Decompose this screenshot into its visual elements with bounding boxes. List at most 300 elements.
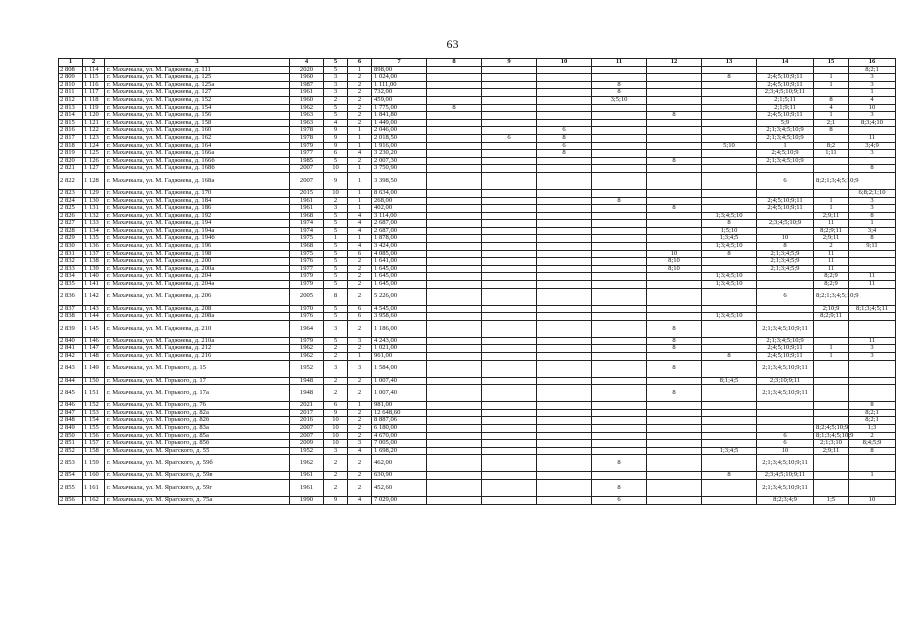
- table-cell: 8;10: [647, 265, 702, 273]
- table-cell: [592, 385, 647, 402]
- table-cell: 1 136: [83, 243, 105, 251]
- table-cell: 1 116: [83, 81, 105, 89]
- table-cell: [537, 424, 592, 432]
- table-cell: 2;10;9: [814, 305, 849, 313]
- table-cell: [647, 402, 702, 410]
- table-cell: 2: [348, 265, 372, 273]
- table-cell: [427, 455, 482, 472]
- table-cell: 2 833: [59, 265, 83, 273]
- table-cell: 1;5;10: [702, 227, 757, 235]
- table-cell: 1 153: [83, 409, 105, 417]
- table-cell: [592, 142, 647, 150]
- table-cell: 1: [348, 235, 372, 243]
- table-cell: [537, 353, 592, 361]
- table-cell: 8;2;1;3;4;5;10;9: [814, 288, 849, 305]
- table-cell: 3: [348, 360, 372, 377]
- table-cell: [702, 496, 757, 504]
- table-cell: [647, 417, 702, 425]
- table-cell: 1: [348, 205, 372, 213]
- table-cell: 1 152: [83, 402, 105, 410]
- table-cell: 1;3;4;5;10: [702, 273, 757, 281]
- table-cell: 1 878,00: [372, 235, 427, 243]
- table-cell: 2 829: [59, 235, 83, 243]
- table-cell: 1 146: [83, 337, 105, 345]
- table-cell: 268,00: [372, 197, 427, 205]
- table-cell: 2: [814, 243, 849, 251]
- table-cell: [592, 353, 647, 361]
- table-cell: 1;3;4;5;10: [702, 243, 757, 251]
- table-cell: 1 127: [83, 165, 105, 173]
- table-cell: [537, 288, 592, 305]
- table-cell: 2: [348, 432, 372, 440]
- table-cell: 1961: [290, 479, 324, 496]
- table-row: [59, 353, 896, 361]
- table-cell: [592, 227, 647, 235]
- table-cell: [537, 212, 592, 220]
- table-cell: 3 114,00: [372, 212, 427, 220]
- table-cell: 2;1;3;4;5;10;9;11: [757, 360, 814, 377]
- table-cell: 1975: [290, 250, 324, 258]
- table-cell: 2;4;5;10;9;11: [757, 345, 814, 353]
- table-cell: 8;2;4;5;10;9: [814, 424, 849, 432]
- table-cell: 1 123: [83, 134, 105, 142]
- table-cell: г. Махачкала, ул. М. Гаджиева, д. 210а: [105, 337, 290, 345]
- table-cell: 1961: [290, 472, 324, 480]
- table-cell: 8: [702, 250, 757, 258]
- table-cell: 6: [348, 313, 372, 321]
- table-cell: 2021: [290, 402, 324, 410]
- column-header: 1: [59, 59, 83, 67]
- table-cell: 8;2;3;4;9: [757, 496, 814, 504]
- table-cell: [592, 313, 647, 321]
- table-cell: [702, 96, 757, 104]
- table-cell: [647, 96, 702, 104]
- table-cell: [537, 377, 592, 385]
- table-cell: 8: [849, 212, 896, 220]
- table-cell: [592, 150, 647, 158]
- table-cell: г. Махачкала, ул. М. Ярагского, д. 59в: [105, 472, 290, 480]
- table-cell: 4 243,00: [372, 337, 427, 345]
- table-cell: [647, 66, 702, 74]
- table-cell: 2;1;3;4;5;10;9: [757, 157, 814, 165]
- table-cell: 9: [324, 134, 348, 142]
- table-cell: 11: [849, 134, 896, 142]
- table-cell: [702, 112, 757, 120]
- table-cell: [427, 288, 482, 305]
- table-cell: 2 812: [59, 96, 83, 104]
- column-header: 10: [537, 59, 592, 67]
- table-cell: 8: [814, 127, 849, 135]
- table-cell: 4 670,00: [372, 432, 427, 440]
- table-cell: 1 124: [83, 142, 105, 150]
- table-cell: 1948: [290, 377, 324, 385]
- table-cell: [482, 360, 537, 377]
- table-cell: [814, 189, 849, 197]
- table-cell: г. Махачкала, ул. М. Гаджиева, д. 208а: [105, 313, 290, 321]
- table-cell: [647, 189, 702, 197]
- table-cell: [647, 127, 702, 135]
- table-cell: [592, 243, 647, 251]
- table-cell: 2;4;5;10;9: [757, 150, 814, 158]
- table-cell: [427, 172, 482, 189]
- table-cell: 1 150: [83, 377, 105, 385]
- table-cell: 3: [849, 74, 896, 82]
- table-cell: [592, 127, 647, 135]
- table-cell: 6: [757, 288, 814, 305]
- table-cell: 8;2;9: [814, 281, 849, 289]
- table-cell: [482, 227, 537, 235]
- table-cell: 2 834: [59, 273, 83, 281]
- table-cell: 2;1;9;11: [757, 104, 814, 112]
- table-cell: 1961: [290, 89, 324, 97]
- table-row: [59, 313, 896, 321]
- table-cell: 2 841: [59, 345, 83, 353]
- table-cell: [427, 273, 482, 281]
- table-cell: г. Махачкала, ул. М. Гаджиева, д. 166а: [105, 150, 290, 158]
- table-cell: 2: [348, 424, 372, 432]
- table-cell: [592, 205, 647, 213]
- table-cell: [537, 496, 592, 504]
- table-cell: [427, 447, 482, 455]
- table-cell: 2 851: [59, 440, 83, 448]
- table-cell: 1962: [290, 455, 324, 472]
- table-cell: 5: [324, 250, 348, 258]
- table-cell: 11: [814, 220, 849, 228]
- table-cell: 981,00: [372, 402, 427, 410]
- table-cell: 8;2;1: [849, 66, 896, 74]
- table-cell: 1: [849, 220, 896, 228]
- table-cell: [427, 197, 482, 205]
- table-cell: 2 817: [59, 134, 83, 142]
- table-cell: 5: [324, 66, 348, 74]
- table-cell: 1977: [290, 150, 324, 158]
- table-cell: 2: [324, 479, 348, 496]
- table-cell: г. Махачкала, ул. М. Гаджиева, д. 204: [105, 273, 290, 281]
- table-cell: 1 139: [83, 265, 105, 273]
- table-cell: [427, 265, 482, 273]
- table-cell: 1960: [290, 96, 324, 104]
- table-cell: 5: [324, 157, 348, 165]
- table-cell: 2 824: [59, 197, 83, 205]
- table-cell: [592, 409, 647, 417]
- table-cell: [482, 377, 537, 385]
- table-cell: [592, 165, 647, 173]
- table-cell: 1 118: [83, 96, 105, 104]
- table-cell: 898,00: [372, 66, 427, 74]
- table-cell: 1;3;4;5: [702, 447, 757, 455]
- table-cell: 2007: [290, 165, 324, 173]
- table-cell: 1968: [290, 212, 324, 220]
- table-cell: [427, 81, 482, 89]
- table-cell: 8: [702, 74, 757, 82]
- table-cell: [427, 424, 482, 432]
- table-cell: 2: [324, 345, 348, 353]
- table-cell: [647, 479, 702, 496]
- table-cell: 2 837: [59, 305, 83, 313]
- table-cell: 3: [324, 360, 348, 377]
- table-cell: 3 424,00: [372, 243, 427, 251]
- table-cell: г. Махачкала, ул. М. Горького, д. 83а: [105, 424, 290, 432]
- table-cell: [592, 337, 647, 345]
- table-cell: 1 142: [83, 288, 105, 305]
- table-cell: 8: [647, 345, 702, 353]
- table-cell: 1 133: [83, 220, 105, 228]
- column-header: 9: [482, 59, 537, 67]
- table-cell: [592, 432, 647, 440]
- table-cell: 1960: [290, 74, 324, 82]
- table-cell: 1;3: [849, 424, 896, 432]
- table-cell: [647, 424, 702, 432]
- table-cell: 2 854: [59, 472, 83, 480]
- table-cell: 5: [324, 337, 348, 345]
- table-cell: 2;3;4;5;10;9;11: [757, 472, 814, 480]
- table-cell: 6: [757, 172, 814, 189]
- table-cell: 2;1;3;4;5;9: [757, 258, 814, 266]
- table-cell: [702, 119, 757, 127]
- table-cell: 1: [814, 112, 849, 120]
- table-cell: 2 811: [59, 89, 83, 97]
- table-cell: 1 135: [83, 235, 105, 243]
- table-cell: 3 230,20: [372, 150, 427, 158]
- table-cell: 1970: [290, 305, 324, 313]
- table-cell: [592, 157, 647, 165]
- table-cell: [427, 74, 482, 82]
- table-cell: 8;4;5;9: [849, 440, 896, 448]
- table-cell: [427, 96, 482, 104]
- table-cell: [647, 455, 702, 472]
- table-cell: 4: [348, 243, 372, 251]
- table-cell: 5: [324, 305, 348, 313]
- table-cell: 1974: [290, 220, 324, 228]
- table-cell: [647, 447, 702, 455]
- table-cell: 1979: [290, 281, 324, 289]
- table-cell: 2009: [290, 440, 324, 448]
- table-cell: 5: [324, 313, 348, 321]
- table-cell: [814, 320, 849, 337]
- table-cell: 4: [814, 104, 849, 112]
- table-cell: 8: [647, 360, 702, 377]
- table-cell: г. Махачкала, ул. М. Ярагского, д. 55: [105, 447, 290, 455]
- table-cell: [537, 440, 592, 448]
- table-cell: г. Махачкала, ул. М. Гаджиева, д. 125а: [105, 81, 290, 89]
- table-cell: 10: [757, 447, 814, 455]
- table-cell: 10: [324, 440, 348, 448]
- table-cell: г. Махачкала, ул. М. Гаджиева, д. 194а: [105, 227, 290, 235]
- table-cell: 1 114: [83, 66, 105, 74]
- table-cell: [702, 432, 757, 440]
- table-cell: 1975: [290, 235, 324, 243]
- table-cell: 1964: [290, 320, 324, 337]
- table-cell: [427, 220, 482, 228]
- table-cell: 1: [348, 134, 372, 142]
- table-cell: [482, 455, 537, 472]
- table-cell: 8: [592, 455, 647, 472]
- table-cell: [647, 440, 702, 448]
- table-cell: [482, 273, 537, 281]
- table-cell: [427, 250, 482, 258]
- table-cell: 2020: [290, 66, 324, 74]
- table-cell: [537, 81, 592, 89]
- table-cell: 2;4;5;10;9;11: [757, 197, 814, 205]
- table-cell: [849, 313, 896, 321]
- table-cell: 2;4;5;10;9;11: [757, 81, 814, 89]
- table-cell: [482, 112, 537, 120]
- table-cell: 2: [324, 377, 348, 385]
- table-cell: 2 809: [59, 74, 83, 82]
- table-cell: 5: [324, 227, 348, 235]
- table-cell: г. Махачкала, ул. М. Горького, д. 15: [105, 360, 290, 377]
- table-cell: 2016: [290, 417, 324, 425]
- table-cell: [482, 337, 537, 345]
- table-cell: 1 449,00: [372, 119, 427, 127]
- table-cell: 2: [348, 320, 372, 337]
- table-cell: [647, 409, 702, 417]
- table-cell: г. Махачкала, ул. М. Гаджиева, д. 184: [105, 197, 290, 205]
- table-cell: 2 830: [59, 243, 83, 251]
- table-cell: [592, 424, 647, 432]
- table-cell: [537, 472, 592, 480]
- table-cell: 1 645,00: [372, 265, 427, 273]
- table-cell: 1987: [290, 81, 324, 89]
- table-cell: [482, 96, 537, 104]
- table-cell: [482, 189, 537, 197]
- table-cell: 1: [348, 66, 372, 74]
- table-cell: 1979: [290, 142, 324, 150]
- table-cell: [647, 89, 702, 97]
- table-cell: [814, 385, 849, 402]
- table-cell: г. Махачкала, ул. М. Гаджиева, д. 200: [105, 258, 290, 266]
- table-cell: 1;3;4;5;10: [702, 313, 757, 321]
- table-cell: 2: [324, 472, 348, 480]
- table-cell: 4 085,00: [372, 250, 427, 258]
- table-cell: [427, 227, 482, 235]
- table-cell: 1963: [290, 119, 324, 127]
- table-cell: 2 835: [59, 281, 83, 289]
- table-cell: [482, 479, 537, 496]
- table-cell: 2: [348, 104, 372, 112]
- table-cell: 2 848: [59, 417, 83, 425]
- table-cell: [849, 385, 896, 402]
- table-cell: 1976: [290, 258, 324, 266]
- table-cell: 4: [348, 150, 372, 158]
- table-cell: [757, 313, 814, 321]
- table-cell: 1: [814, 205, 849, 213]
- table-cell: 5;10: [702, 142, 757, 150]
- table-row: [59, 172, 896, 189]
- table-cell: 1 916,00: [372, 142, 427, 150]
- table-cell: [849, 320, 896, 337]
- table-cell: [702, 127, 757, 135]
- table-cell: 8;1;3;4;5;10;9: [814, 432, 849, 440]
- table-cell: [647, 235, 702, 243]
- table-cell: [592, 305, 647, 313]
- table-cell: 2 046,00: [372, 127, 427, 135]
- table-cell: 2 816: [59, 127, 83, 135]
- table-cell: [482, 142, 537, 150]
- table-cell: 5: [324, 212, 348, 220]
- column-header: 4: [290, 59, 324, 67]
- table-cell: 6: [537, 142, 592, 150]
- table-cell: 2: [348, 81, 372, 89]
- table-cell: 2: [348, 377, 372, 385]
- table-cell: 8: [849, 165, 896, 173]
- table-cell: 1 117: [83, 89, 105, 97]
- table-cell: [537, 104, 592, 112]
- table-cell: [427, 377, 482, 385]
- table-cell: г. Махачкала, ул. М. Гаджиева, д. 210: [105, 320, 290, 337]
- table-cell: 2 840: [59, 337, 83, 345]
- table-cell: [814, 409, 849, 417]
- table-cell: 1: [814, 81, 849, 89]
- table-cell: г. Махачкала, ул. М. Горького, д. 82а: [105, 409, 290, 417]
- table-cell: [482, 205, 537, 213]
- table-cell: 2;1;3;4;5;10;9: [757, 127, 814, 135]
- table-cell: [537, 409, 592, 417]
- table-cell: 8;2;1;3;4;5;10;9: [814, 172, 849, 189]
- table-cell: 1;5: [814, 496, 849, 504]
- table-cell: 1 148: [83, 353, 105, 361]
- table-cell: [757, 189, 814, 197]
- table-cell: [427, 112, 482, 120]
- table-cell: [537, 479, 592, 496]
- table-cell: 1: [849, 472, 896, 480]
- table-cell: 1963: [290, 112, 324, 120]
- table-cell: 2;9;11: [814, 235, 849, 243]
- table-cell: 1 149: [83, 360, 105, 377]
- table-cell: 2015: [290, 189, 324, 197]
- table-cell: 3 398,50: [372, 172, 427, 189]
- table-cell: 8;1;4;5: [702, 377, 757, 385]
- table-cell: 3: [324, 447, 348, 455]
- table-cell: [702, 81, 757, 89]
- table-cell: 2;1;3;4;5;10;9;11: [757, 320, 814, 337]
- table-cell: 2: [348, 409, 372, 417]
- table-cell: 1977: [290, 265, 324, 273]
- table-cell: [702, 337, 757, 345]
- table-cell: 452,60: [372, 479, 427, 496]
- table-cell: 1 126: [83, 157, 105, 165]
- table-cell: 8;2;1: [849, 409, 896, 417]
- table-cell: [427, 127, 482, 135]
- table-cell: 8: [647, 205, 702, 213]
- table-cell: 1 111,00: [372, 81, 427, 89]
- table-cell: [427, 134, 482, 142]
- table-cell: 2: [348, 385, 372, 402]
- table-cell: 8;2;9: [814, 273, 849, 281]
- table-cell: [592, 345, 647, 353]
- table-cell: [427, 320, 482, 337]
- table-cell: [427, 496, 482, 504]
- table-cell: [482, 104, 537, 112]
- table-cell: 1 131: [83, 205, 105, 213]
- table-cell: [814, 479, 849, 496]
- table-cell: 1: [348, 189, 372, 197]
- table-cell: [482, 424, 537, 432]
- table-cell: 1: [814, 345, 849, 353]
- table-cell: 8: [427, 104, 482, 112]
- table-cell: [482, 81, 537, 89]
- table-cell: [849, 250, 896, 258]
- table-cell: 1 159: [83, 455, 105, 472]
- column-header: 15: [814, 59, 849, 67]
- table-cell: г. Махачкала, ул. М. Гаджиева, д. 111: [105, 66, 290, 74]
- table-cell: 1978: [290, 134, 324, 142]
- table-cell: г. Махачкала, ул. М. Гаджиева, д. 160: [105, 127, 290, 135]
- table-cell: [592, 104, 647, 112]
- table-cell: г. Махачкала, ул. М. Гаджиева, д. 216: [105, 353, 290, 361]
- table-cell: 3: [324, 89, 348, 97]
- table-cell: 4: [324, 119, 348, 127]
